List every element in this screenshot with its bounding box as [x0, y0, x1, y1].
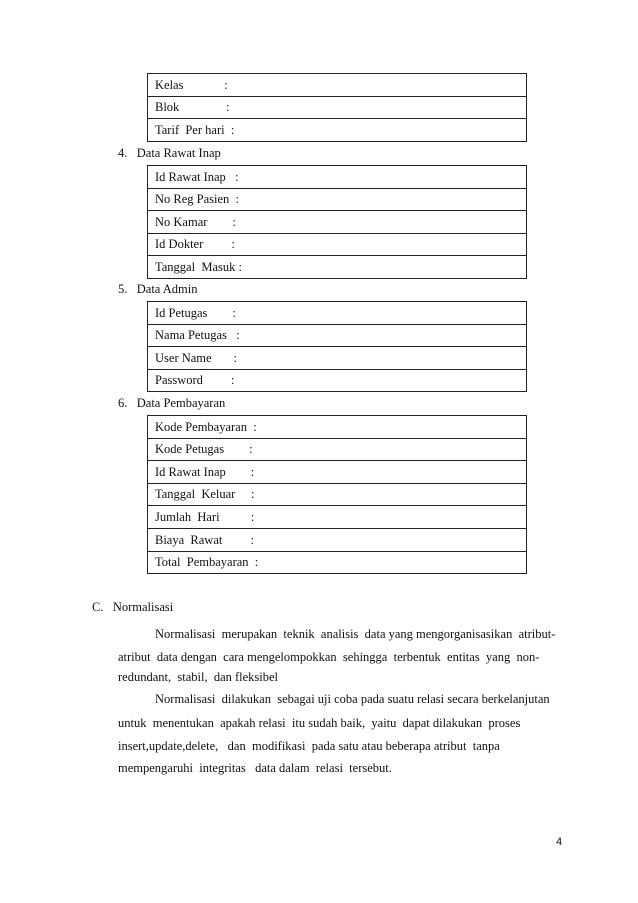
paragraph-line: atribut data dengan cara mengelompokkan sehingga terbentuk entitas yang non- — [118, 650, 540, 664]
table-row — [148, 438, 527, 461]
table-cell: Kelas : — [148, 74, 527, 97]
table-row — [148, 347, 527, 370]
paragraph-line: untuk menentukan apakah relasi itu sudah baik, yaitu dapat dilakukan proses — [118, 716, 521, 730]
table-row — [148, 416, 527, 439]
table-cell: Blok : — [148, 96, 527, 119]
table-row — [148, 324, 527, 347]
table-row — [148, 188, 527, 211]
table-cell: Id Rawat Inap : — [148, 461, 527, 484]
table-cell: Id Rawat Inap : — [148, 166, 527, 189]
table-cell: Nama Petugas : — [148, 324, 527, 347]
table-rawat-inap — [147, 165, 527, 279]
table-row — [148, 256, 527, 279]
table-cell: Tarif Per hari : — [148, 119, 527, 142]
table-cell: Id Dokter : — [148, 233, 527, 256]
table-row — [148, 211, 527, 234]
table-cell: Id Petugas : — [148, 302, 527, 325]
table-cell: User Name : — [148, 347, 527, 370]
section-heading-normalisasi: C. Normalisasi — [92, 600, 174, 614]
table-row — [148, 96, 527, 119]
paragraph-line: redundant, stabil, dan fleksibel — [118, 670, 279, 684]
paragraph-line: Normalisasi merupakan teknik analisis data yang mengorganisasikan atribut- — [155, 627, 556, 641]
table-row — [148, 233, 527, 256]
paragraph-line: Normalisasi dilakukan sebagai uji coba pada suatu relasi secara berkelanjutan — [155, 692, 550, 706]
paragraph-line: insert,update,delete, dan modifikasi pada satu atau beberapa atribut tanpa — [118, 739, 500, 753]
table-admin — [147, 301, 527, 392]
table-cell: Kode Pembayaran : — [148, 416, 527, 439]
table-row — [148, 302, 527, 325]
heading-data-admin: 5. Data Admin — [118, 282, 198, 296]
heading-data-pembayaran: 6. Data Pembayaran — [118, 396, 226, 410]
table-row — [148, 461, 527, 484]
table-row — [148, 551, 527, 574]
table-pembayaran — [147, 415, 527, 574]
table-row — [148, 119, 527, 142]
table-row — [148, 369, 527, 392]
heading-data-rawat-inap: 4. Data Rawat Inap — [118, 146, 221, 160]
table-cell: Tanggal Keluar : — [148, 483, 527, 506]
page-number: 4 — [556, 836, 563, 848]
table-cell: Kode Petugas : — [148, 438, 527, 461]
table-row — [148, 483, 527, 506]
table-cell: Total Pembayaran : — [148, 551, 527, 574]
table-cell: No Kamar : — [148, 211, 527, 234]
table-cell: No Reg Pasien : — [148, 188, 527, 211]
table-cell: Tanggal Masuk : — [148, 256, 527, 279]
paragraph-line: mempengaruhi integritas data dalam relasi tersebut. — [118, 761, 392, 775]
table-cell: Biaya Rawat : — [148, 528, 527, 551]
table-row — [148, 74, 527, 97]
table-ruangan — [147, 73, 527, 142]
table-cell: Jumlah Hari : — [148, 506, 527, 529]
table-row — [148, 528, 527, 551]
table-row — [148, 506, 527, 529]
table-cell: Password : — [148, 369, 527, 392]
table-row — [148, 166, 527, 189]
